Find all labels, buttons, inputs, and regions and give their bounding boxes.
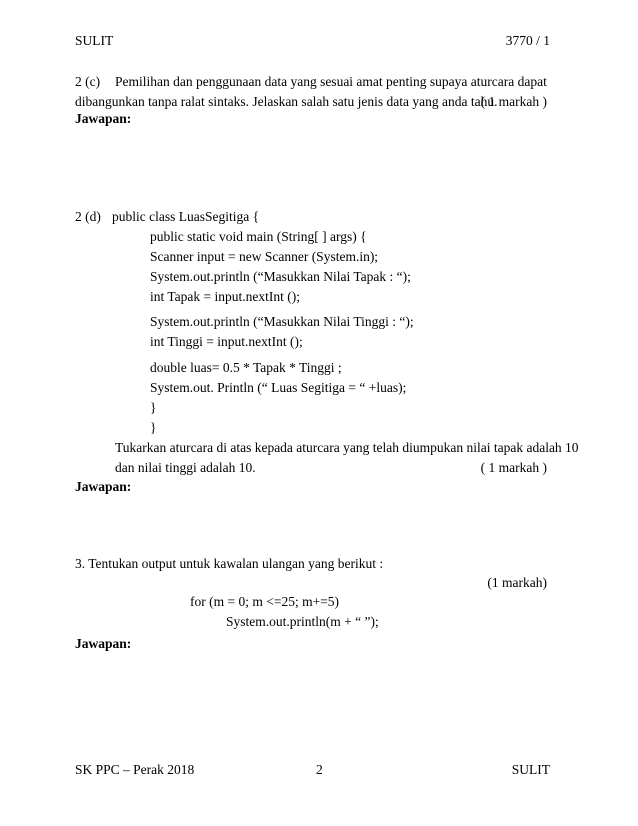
q2d-code-line: System.out.println (“Masukkan Nilai Tinggi : “); (150, 314, 414, 329)
q2d-instruction-line2: dan nilai tinggi adalah 10. (115, 460, 256, 475)
q2d-code-line: System.out.println (“Masukkan Nilai Tapak : “); (150, 269, 411, 284)
q2d-code-line: int Tinggi = input.nextInt (); (150, 334, 303, 349)
q2c-number: 2 (c) (75, 74, 101, 89)
footer-page-number: 2 (316, 762, 323, 777)
q2d-code-line: double luas= 0.5 * Tapak * Tinggi ; (150, 360, 342, 375)
q2c-answer-label: Jawapan: (75, 111, 132, 126)
q2d-instruction-line1: Tukarkan aturcara di atas kepada aturcara yang telah diumpukan nilai tapak adalah 10 (115, 440, 579, 455)
q2c-marks: ( 1 markah ) (480, 94, 547, 109)
q2d-number: 2 (d) (75, 209, 101, 224)
footer-school: SK PPC – Perak 2018 (75, 762, 195, 777)
q2d-code-line: public class LuasSegitiga { (112, 209, 260, 224)
q2d-code-line: int Tapak = input.nextInt (); (150, 289, 301, 304)
q3-answer-label: Jawapan: (75, 636, 132, 651)
q2d-code-line: Scanner input = new Scanner (System.in); (150, 249, 379, 264)
q2d-marks: ( 1 markah ) (480, 460, 547, 475)
q2c-text-line2: dibangunkan tanpa ralat sintaks. Jelaskan salah satu jenis data yang anda tahu. (75, 94, 498, 109)
q2d-code-line: System.out. Println (“ Luas Segitiga = “ +luas); (150, 380, 407, 395)
q2d-code-closing-brace: } (150, 420, 157, 435)
q3-code-line2: System.out.println(m + “ ”); (226, 614, 379, 629)
q2c-text-line1: Pemilihan dan penggunaan data yang sesuai amat penting supaya aturcara dapat (115, 74, 547, 89)
q2d-code-line: public static void main (String[ ] args) { (150, 229, 367, 244)
q3-code-line1: for (m = 0; m <=25; m+=5) (190, 594, 340, 609)
header-paper-code: 3770 / 1 (505, 33, 550, 48)
header-classification: SULIT (75, 33, 114, 48)
q3-question: 3. Tentukan output untuk kawalan ulangan yang berikut : (75, 556, 384, 571)
footer-classification: SULIT (511, 762, 550, 777)
q2d-code-closing-brace: } (150, 400, 157, 415)
q2d-answer-label: Jawapan: (75, 479, 132, 494)
q3-marks: (1 markah) (487, 575, 547, 590)
